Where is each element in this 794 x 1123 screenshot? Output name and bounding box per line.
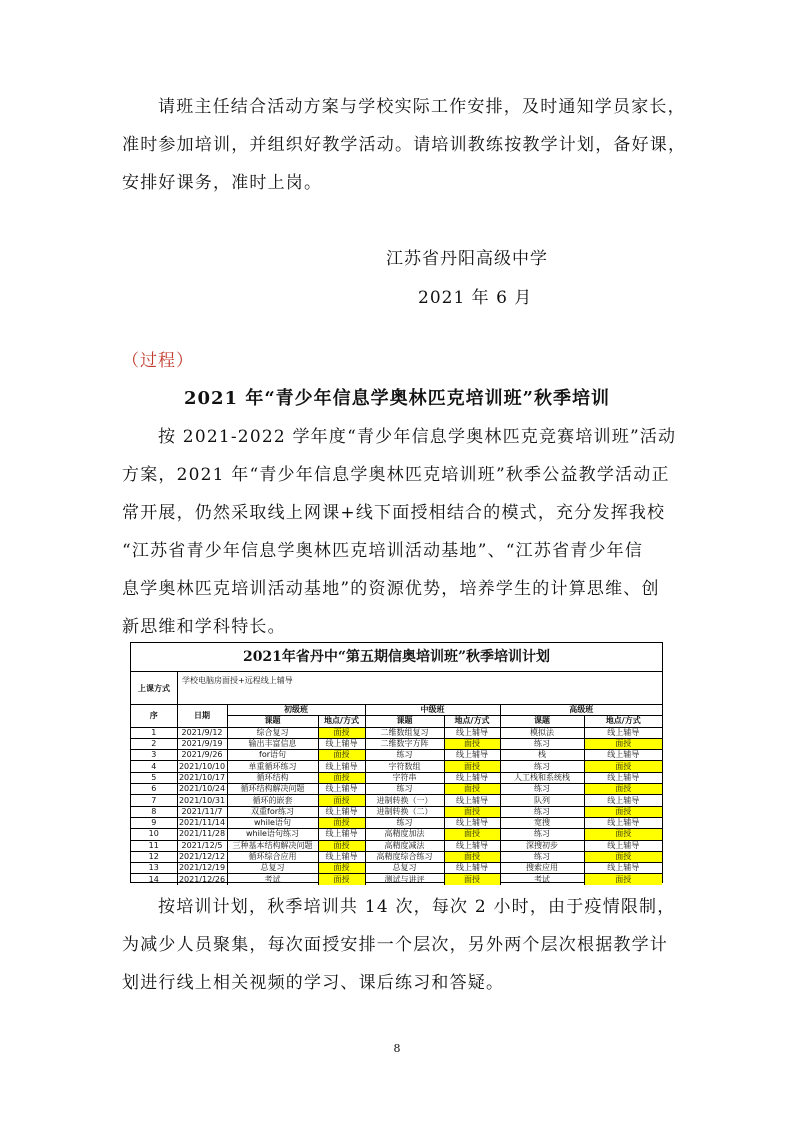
cell-a-topic: 练习 [500, 806, 584, 817]
cell-date: 2021/12/12 [178, 852, 226, 861]
cell-b-place: 面授 [318, 727, 365, 738]
cell-date: 2021/9/26 [177, 750, 227, 761]
header-seq: 序 [131, 705, 177, 727]
cell-i-topic: 高精度减法 [365, 840, 444, 851]
cell-date: 2021/11/14 [178, 818, 226, 828]
cell-i-place: 面授 [444, 761, 500, 772]
cell-b-topic: while语句 [227, 817, 318, 828]
cell-a-topic: 人工栈和系统栈 [500, 772, 584, 783]
cell-seq: 1 [131, 727, 177, 738]
table-row [131, 817, 662, 828]
table-row [131, 738, 662, 749]
body-line-2: 方案，2021 年“青少年信息学奥林匹克培训班”秋季公益教学活动正 [122, 465, 670, 485]
cell-b-topic: 综合复习 [227, 727, 318, 738]
cell-a-topic: 考试 [500, 874, 584, 885]
cell-i-topic: 练习 [365, 784, 444, 795]
cell-b-place: 线上辅导 [318, 784, 365, 795]
cell-b-topic: 输出丰富信息 [227, 738, 318, 749]
cell-a-topic: 宽搜 [500, 817, 584, 828]
header-advanced-topic: 课题 [500, 716, 584, 727]
cell-i-place: 线上辅导 [444, 863, 500, 874]
body-line-6: 新思维和学科特长。 [122, 617, 286, 637]
cell-seq: 7 [131, 795, 177, 806]
cell-i-place: 线上辅导 [444, 727, 500, 738]
cell-i-topic: 测试与讲评 [365, 874, 444, 885]
table-row [131, 840, 662, 851]
cell-seq: 14 [131, 874, 177, 885]
cell-a-topic: 深搜初步 [500, 840, 584, 851]
class-mode-value: 学校电脑房面授+远程线上辅导 [182, 676, 293, 685]
cell-a-topic: 模拟法 [500, 727, 584, 738]
cell-seq: 8 [131, 806, 177, 817]
cell-b-topic: while语句练习 [227, 829, 318, 840]
table-row [131, 761, 662, 772]
cell-a-place: 线上辅导 [584, 863, 662, 874]
cell-b-topic: 单重循环练习 [227, 761, 318, 772]
cell-i-place: 面授 [444, 784, 500, 795]
cell-seq: 5 [131, 772, 177, 783]
table-row [131, 806, 662, 817]
cell-i-topic: 进制转换（二） [365, 806, 444, 817]
cell-b-topic: 三种基本结构解决问题 [227, 840, 318, 851]
cell-b-place: 面授 [318, 817, 365, 828]
plan-title: 2021年省丹中“第五期信奥培训班”秋季培训计划 [131, 643, 662, 672]
cell-seq: 2 [131, 738, 177, 749]
intro-line-3: 安排好课务，准时上岗。 [122, 173, 323, 193]
body-line-5: 息学奥林匹克培训活动基地”的资源优势，培养学生的计算思维、创 [122, 579, 660, 599]
header-beginner-topic: 课题 [227, 716, 318, 727]
cell-a-topic: 练习 [500, 829, 584, 840]
cell-b-topic: 循环结构解决问题 [227, 784, 318, 795]
cell-i-topic: 练习 [365, 817, 444, 828]
table-row [131, 750, 662, 761]
cell-a-topic: 练习 [500, 761, 584, 772]
cell-seq: 10 [131, 829, 177, 840]
cell-date: 2021/12/5 [177, 840, 227, 851]
cell-b-topic: 循环的嵌套 [227, 795, 318, 806]
cell-a-place: 面授 [584, 738, 662, 749]
cell-b-place: 线上辅导 [318, 806, 365, 817]
cell-a-place: 面授 [584, 784, 662, 795]
header-intermediate-place: 地点/方式 [444, 716, 500, 727]
cell-b-place: 线上辅导 [318, 829, 365, 840]
table-row [131, 784, 662, 795]
cell-i-place: 面授 [444, 851, 500, 862]
cell-a-place: 面授 [584, 761, 662, 772]
cell-i-topic: 进制转换（一） [365, 795, 444, 806]
cell-i-place: 面授 [444, 806, 500, 817]
cell-date: 2021/11/28 [178, 829, 226, 839]
body-line-4: “江苏省青少年信息学奥林匹克培训活动基地”、“江苏省青少年信 [122, 541, 644, 561]
cell-i-place: 线上辅导 [444, 772, 500, 783]
cell-seq: 6 [131, 784, 177, 795]
cell-b-topic: 总复习 [227, 863, 318, 874]
cell-a-topic: 搜索应用 [500, 863, 584, 874]
cell-date: 2021/10/24 [178, 784, 226, 794]
cell-i-topic: 高精度加法 [365, 829, 444, 840]
cell-a-topic: 练习 [500, 738, 584, 749]
class-mode-label: 上课方式 [131, 672, 178, 704]
cell-a-topic: 栈 [500, 750, 584, 761]
header-advanced-place: 地点/方式 [584, 716, 662, 727]
table-row [131, 851, 662, 862]
cell-a-topic: 练习 [500, 784, 584, 795]
cell-date: 2021/10/10 [178, 761, 226, 771]
cell-b-topic: 双重for练习 [227, 806, 318, 817]
main-title: 2021 年“青少年信息学奥林匹克培训班”秋季培训 [183, 388, 611, 409]
cell-a-topic: 练习 [500, 851, 584, 862]
class-mode-row [131, 672, 662, 705]
cell-b-place: 线上辅导 [318, 738, 365, 749]
cell-a-place: 线上辅导 [584, 840, 662, 851]
header-date: 日期 [177, 705, 227, 727]
header-beginner-place: 地点/方式 [318, 716, 365, 727]
cell-seq: 12 [131, 851, 177, 862]
cell-seq: 4 [131, 761, 177, 772]
cell-a-place: 面授 [584, 874, 662, 885]
table-row [131, 772, 662, 783]
section-label: （过程） [122, 351, 194, 371]
cell-b-topic: 循环综合应用 [227, 851, 318, 862]
cell-b-place: 面授 [318, 863, 365, 874]
signature-date: 2021 年 6 月 [418, 288, 533, 308]
cell-b-topic: 考试 [227, 874, 318, 885]
cell-date: 2021/11/7 [177, 806, 227, 817]
cell-date: 2021/12/26 [178, 874, 226, 884]
table-row [131, 874, 662, 885]
cell-i-place: 线上辅导 [444, 817, 500, 828]
cell-date: 2021/9/12 [177, 727, 227, 738]
cell-b-place: 面授 [318, 772, 365, 783]
cell-i-topic: 二维数组复习 [365, 727, 444, 738]
closing-line-2: 为减少人员聚集，每次面授安排一个层次，另外两个层次根据教学计 [122, 935, 668, 955]
cell-i-place: 面授 [444, 874, 500, 885]
header-intermediate-topic: 课题 [365, 716, 444, 727]
cell-b-place: 面授 [318, 750, 365, 761]
cell-a-topic: 队列 [500, 795, 584, 806]
cell-seq: 9 [131, 817, 177, 828]
intro-paragraph [122, 88, 687, 202]
table-row [131, 795, 662, 806]
cell-a-place: 线上辅导 [584, 817, 662, 828]
cell-a-place: 线上辅导 [584, 772, 662, 783]
cell-seq: 11 [131, 840, 177, 851]
body-line-3: 常开展，仍然采取线上网课+线下面授相结合的模式，充分发挥我校 [122, 503, 666, 523]
closing-line-3: 划进行线上相关视频的学习、课后练习和答疑。 [122, 973, 505, 993]
table-row [131, 863, 662, 874]
cell-i-topic: 总复习 [365, 863, 444, 874]
cell-a-place: 面授 [584, 829, 662, 840]
cell-date: 2021/9/19 [177, 738, 227, 749]
closing-paragraph [122, 888, 674, 1002]
cell-seq: 3 [131, 750, 177, 761]
body-paragraph [122, 418, 677, 646]
cell-b-place: 面授 [318, 795, 365, 806]
cell-i-topic: 字符数组 [365, 761, 444, 772]
cell-i-place: 面授 [444, 738, 500, 749]
cell-seq: 13 [131, 863, 177, 874]
header-beginner: 初级班 [227, 705, 365, 716]
body-line-1: 按 2021-2022 学年度“青少年信息学奥林匹克竞赛培训班”活动 [158, 427, 677, 447]
cell-b-topic: 循环结构 [227, 772, 318, 783]
closing-line-1: 按培训计划，秋季培训共 14 次，每次 2 小时，由于疫情限制， [158, 897, 676, 917]
plan-header-row-1 [131, 705, 662, 716]
header-advanced: 高级班 [500, 705, 662, 716]
plan-table [131, 705, 662, 885]
cell-a-place: 线上辅导 [584, 795, 662, 806]
intro-line-2: 准时参加培训，并组织好教学活动。请培训教练按教学计划，备好课， [122, 135, 687, 155]
cell-date: 2021/12/19 [178, 863, 226, 873]
cell-date: 2021/10/17 [178, 772, 226, 782]
cell-i-topic: 字符串 [365, 772, 444, 783]
cell-a-place: 面授 [584, 806, 662, 817]
cell-i-topic: 二维数字方阵 [365, 738, 444, 749]
cell-a-place: 面授 [584, 851, 662, 862]
cell-b-place: 面授 [318, 874, 365, 885]
cell-b-place: 线上辅导 [318, 761, 365, 772]
cell-i-place: 面授 [444, 829, 500, 840]
cell-i-place: 线上辅导 [444, 750, 500, 761]
cell-b-place: 线上辅导 [318, 851, 365, 862]
cell-date: 2021/10/31 [178, 795, 226, 805]
header-intermediate: 中级班 [365, 705, 500, 716]
table-row [131, 829, 662, 840]
cell-a-place: 线上辅导 [584, 750, 662, 761]
cell-i-place: 线上辅导 [444, 795, 500, 806]
signature-school: 江苏省丹阳高级中学 [386, 249, 548, 269]
cell-i-topic: 高精度综合练习 [365, 851, 444, 862]
intro-line-1: 请班主任结合活动方案与学校实际工作安排，及时通知学员家长， [158, 97, 686, 117]
cell-a-place: 线上辅导 [584, 727, 662, 738]
cell-b-topic: for语句 [227, 750, 318, 761]
training-plan-sheet [130, 642, 663, 883]
page-number: 8 [393, 1042, 401, 1055]
table-row [131, 727, 662, 738]
cell-i-topic: 练习 [365, 750, 444, 761]
cell-b-place: 面授 [318, 840, 365, 851]
cell-i-place: 线上辅导 [444, 840, 500, 851]
